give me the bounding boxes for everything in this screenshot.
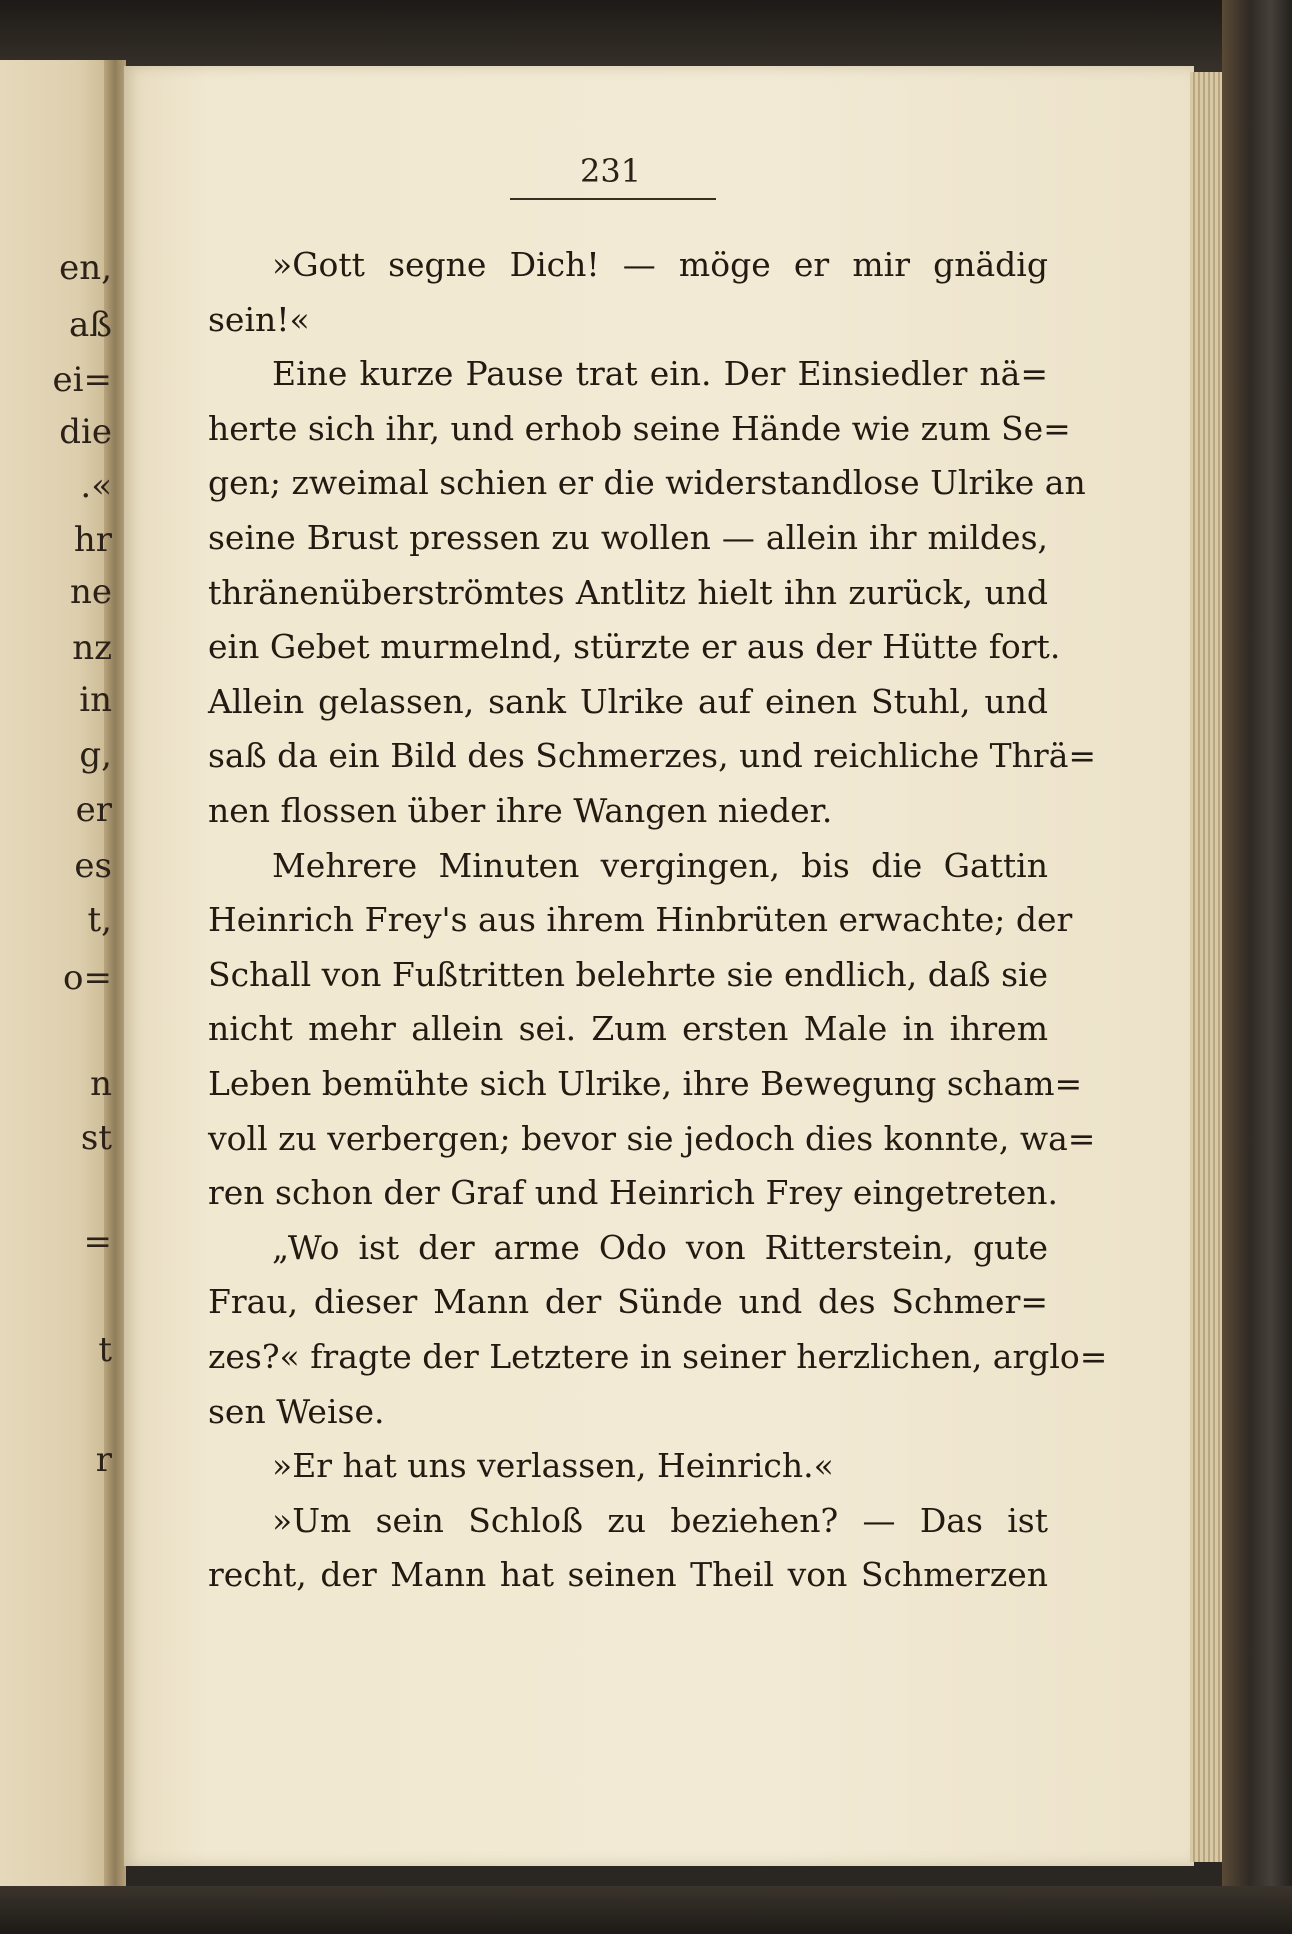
text-line: herte sich ihr, und erhob seine Hände wie zum Se=: [208, 409, 1071, 448]
page-number: 231: [580, 152, 642, 190]
left-page-fragment: ei=: [52, 360, 112, 400]
left-page-fragment: hr: [73, 520, 112, 560]
text-line: voll zu verbergen; bevor sie jedoch dies konnte, wa=: [208, 1119, 1096, 1158]
left-page-fragment: aß: [69, 305, 112, 345]
header-rule: [510, 198, 716, 200]
text-line: Heinrich Frey's aus ihrem Hinbrüten erwachte; der: [208, 900, 1073, 939]
left-page-fragment: t,: [87, 900, 112, 940]
text-line: saß da ein Bild des Schmerzes, und reichliche Thrä=: [208, 736, 1097, 775]
left-page-fragment: .«: [80, 466, 112, 506]
text-line: ein Gebet murmelnd, stürzte er aus der Hütte fort.: [208, 627, 1061, 666]
text-line: ren schon der Graf und Heinrich Frey eingetreten.: [208, 1173, 1058, 1212]
text-line: Leben bemühte sich Ulrike, ihre Bewegung scham=: [208, 1064, 1083, 1103]
text-line: thränenüberströmtes Antlitz hielt ihn zurück, und: [208, 573, 1048, 612]
text-line: »Um sein Schloß zu beziehen? — Das ist: [272, 1501, 1048, 1540]
text-line: „Wo ist der arme Odo von Ritterstein, gute: [272, 1228, 1048, 1267]
text-line: gen; zweimal schien er die widerstandlose Ulrike an: [208, 463, 1086, 502]
left-page-fragment: es: [74, 846, 112, 886]
left-page-fragment: t: [98, 1330, 112, 1370]
left-page-fragment: g,: [79, 735, 112, 775]
text-line: Eine kurze Pause trat ein. Der Einsiedler nä=: [272, 354, 1048, 393]
book-cover-right: [1222, 0, 1292, 1934]
left-page-fragment: die: [59, 412, 112, 452]
book-cover-bottom: [0, 1886, 1292, 1934]
left-page-fragment: in: [79, 680, 112, 720]
text-line: Allein gelassen, sank Ulrike auf einen Stuhl, und: [208, 682, 1048, 721]
left-page-fragment: ne: [69, 572, 112, 612]
text-line: nicht mehr allein sei. Zum ersten Male in ihrem: [208, 1009, 1048, 1048]
left-page-fragment: en,: [59, 248, 112, 288]
text-line: sein!«: [208, 300, 310, 339]
text-line: nen flossen über ihre Wangen nieder.: [208, 791, 833, 830]
text-line: Mehrere Minuten vergingen, bis die Gattin: [272, 846, 1048, 885]
left-page-fragment: =: [83, 1222, 112, 1262]
left-page-fragment: r: [95, 1440, 112, 1480]
left-page-fragment: st: [80, 1118, 112, 1158]
left-page-fragment: o=: [63, 958, 112, 998]
text-line: »Er hat uns verlassen, Heinrich.«: [272, 1446, 834, 1485]
text-line: Frau, dieser Mann der Sünde und des Schmer=: [208, 1282, 1048, 1321]
text-line: zes?« fragte der Letztere in seiner herzlichen, arglo=: [208, 1337, 1108, 1376]
text-line: recht, der Mann hat seinen Theil von Schmerzen: [208, 1555, 1048, 1594]
left-page-fragment: er: [75, 790, 112, 830]
text-line: seine Brust pressen zu wollen — allein ihr mildes,: [208, 518, 1048, 557]
left-page-fragment: nz: [72, 628, 112, 668]
text-line: Schall von Fußtritten belehrte sie endlich, daß sie: [208, 955, 1049, 994]
text-line: sen Weise.: [208, 1392, 385, 1431]
left-page-fragment: n: [90, 1064, 112, 1104]
text-line: »Gott segne Dich! — möge er mir gnädig: [272, 245, 1048, 284]
